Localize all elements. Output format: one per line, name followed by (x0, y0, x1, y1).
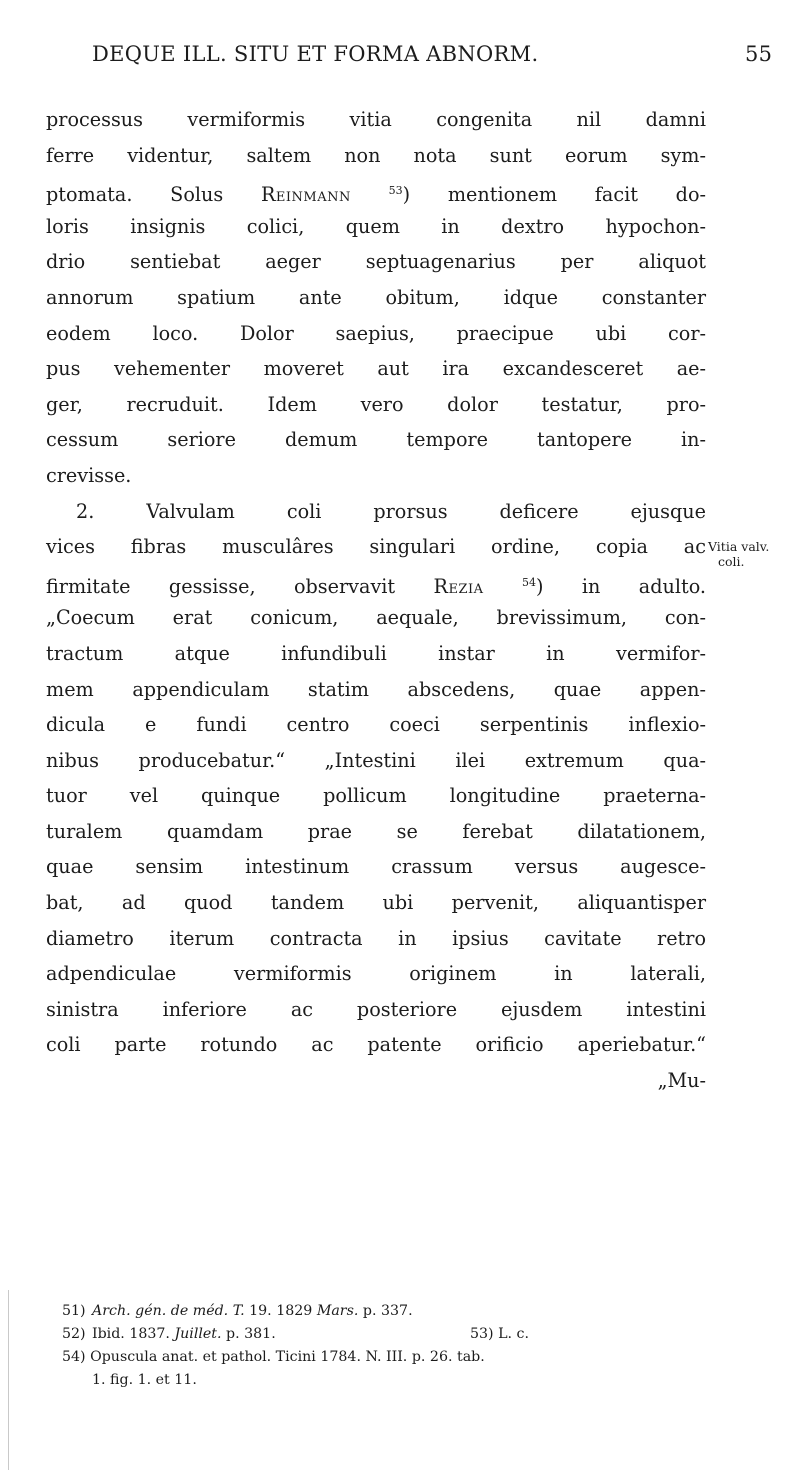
text-line: „Coecum erat conicum, aequale, brevissimum, con- (46, 606, 706, 630)
author-name: Reinmann (260, 183, 351, 207)
text-line: annorum spatium ante obitum, idque constanter (46, 285, 706, 309)
text-line: turalem quamdam prae se ferebat dilatationem, (46, 819, 706, 843)
footnote-54: 54) Opuscula anat. et pathol. Ticini 1784. N. III. p. 26. tab. (62, 1349, 485, 1365)
main-text (46, 102, 706, 1099)
text-line: eodem loco. Dolor saepius, praecipue ubi cor- (46, 321, 706, 345)
footnote-53: 53) L. c. (470, 1326, 529, 1342)
catchword: „Mu- (657, 1069, 706, 1093)
text-line: ger, recruduit. Idem vero dolor testatur, pro- (46, 392, 706, 416)
text-line: coli parte rotundo ac patente orificio aperiebatur.“ (46, 1033, 706, 1057)
footnote-ref: 54 (521, 575, 536, 589)
footnote-54-cont: 1. fig. 1. et 11. (92, 1372, 197, 1388)
text-line: ptomata. Solus Reinmann $^{53}$) mentionem facit do- (46, 183, 706, 207)
text-line: firmitate gessisse, observavit Rezia $^{54}$) in adulto. (46, 574, 707, 598)
margin-note-line: coli. (718, 554, 745, 569)
text-line: drio sentiebat aeger septuagenarius per aliquot (46, 250, 706, 274)
text-line: dicula e fundi centro coeci serpentinis inflexio- (46, 713, 706, 737)
footnote-ref: 53 (388, 184, 403, 198)
text-line: nibus producebatur.“ „Intestini ilei extremum qua- (46, 748, 706, 772)
text-line: quae sensim intestinum crassum versus augesce- (46, 855, 706, 879)
footnote-52-53: 52) Ibid. 1837. Juillet. p. 381. 53) L. c. (62, 1323, 692, 1346)
footnote-51: 51) Arch. gén. de méd. T. 19. 1829 Mars. p. 337. (62, 1303, 413, 1319)
text-line: ferre videntur, saltem non nota sunt eorum sym- (46, 143, 706, 167)
text-line: mem appendiculam statim abscedens, quae appen- (46, 677, 706, 701)
text-line: processus vermiformis vitia congenita nil damni (46, 108, 706, 131)
text-line: tuor vel quinque pollicum longitudine praeterna- (46, 784, 706, 808)
text-line: sinistra inferiore ac posteriore ejusdem intestini (46, 997, 706, 1021)
text-line: tractum atque infundibuli instar in vermifor- (46, 641, 706, 665)
text-line: vices fibras musculâres singulari ordine, copia ac (46, 535, 706, 559)
footnotes (62, 1300, 692, 1392)
text-line: pus vehementer moveret aut ira excandesceret ae- (46, 357, 706, 381)
page-number: 55 (745, 42, 773, 66)
paragraph-start: 2. Valvulam coli prorsus deficere ejusque (76, 499, 706, 523)
text-line: bat, ad quod tandem ubi pervenit, aliquantisper (46, 891, 706, 915)
margin-note (708, 539, 769, 569)
text-line: cessum seriore demum tempore tantopere in- (46, 428, 706, 452)
running-title: DEQUE ILL. SITU ET FORMA ABNORM. (92, 42, 539, 66)
author-name: Rezia (433, 574, 484, 598)
text-line: crevisse. (46, 463, 132, 487)
text-line: adpendiculae vermiformis originem in laterali, (46, 962, 706, 986)
text-line: diametro iterum contracta in ipsius cavitate retro (46, 926, 706, 950)
page-edge-shadow (8, 1290, 9, 1470)
margin-note-line: Vitia valv. (708, 539, 770, 554)
text-line: loris insignis colici, quem in dextro hypochon- (46, 214, 706, 238)
